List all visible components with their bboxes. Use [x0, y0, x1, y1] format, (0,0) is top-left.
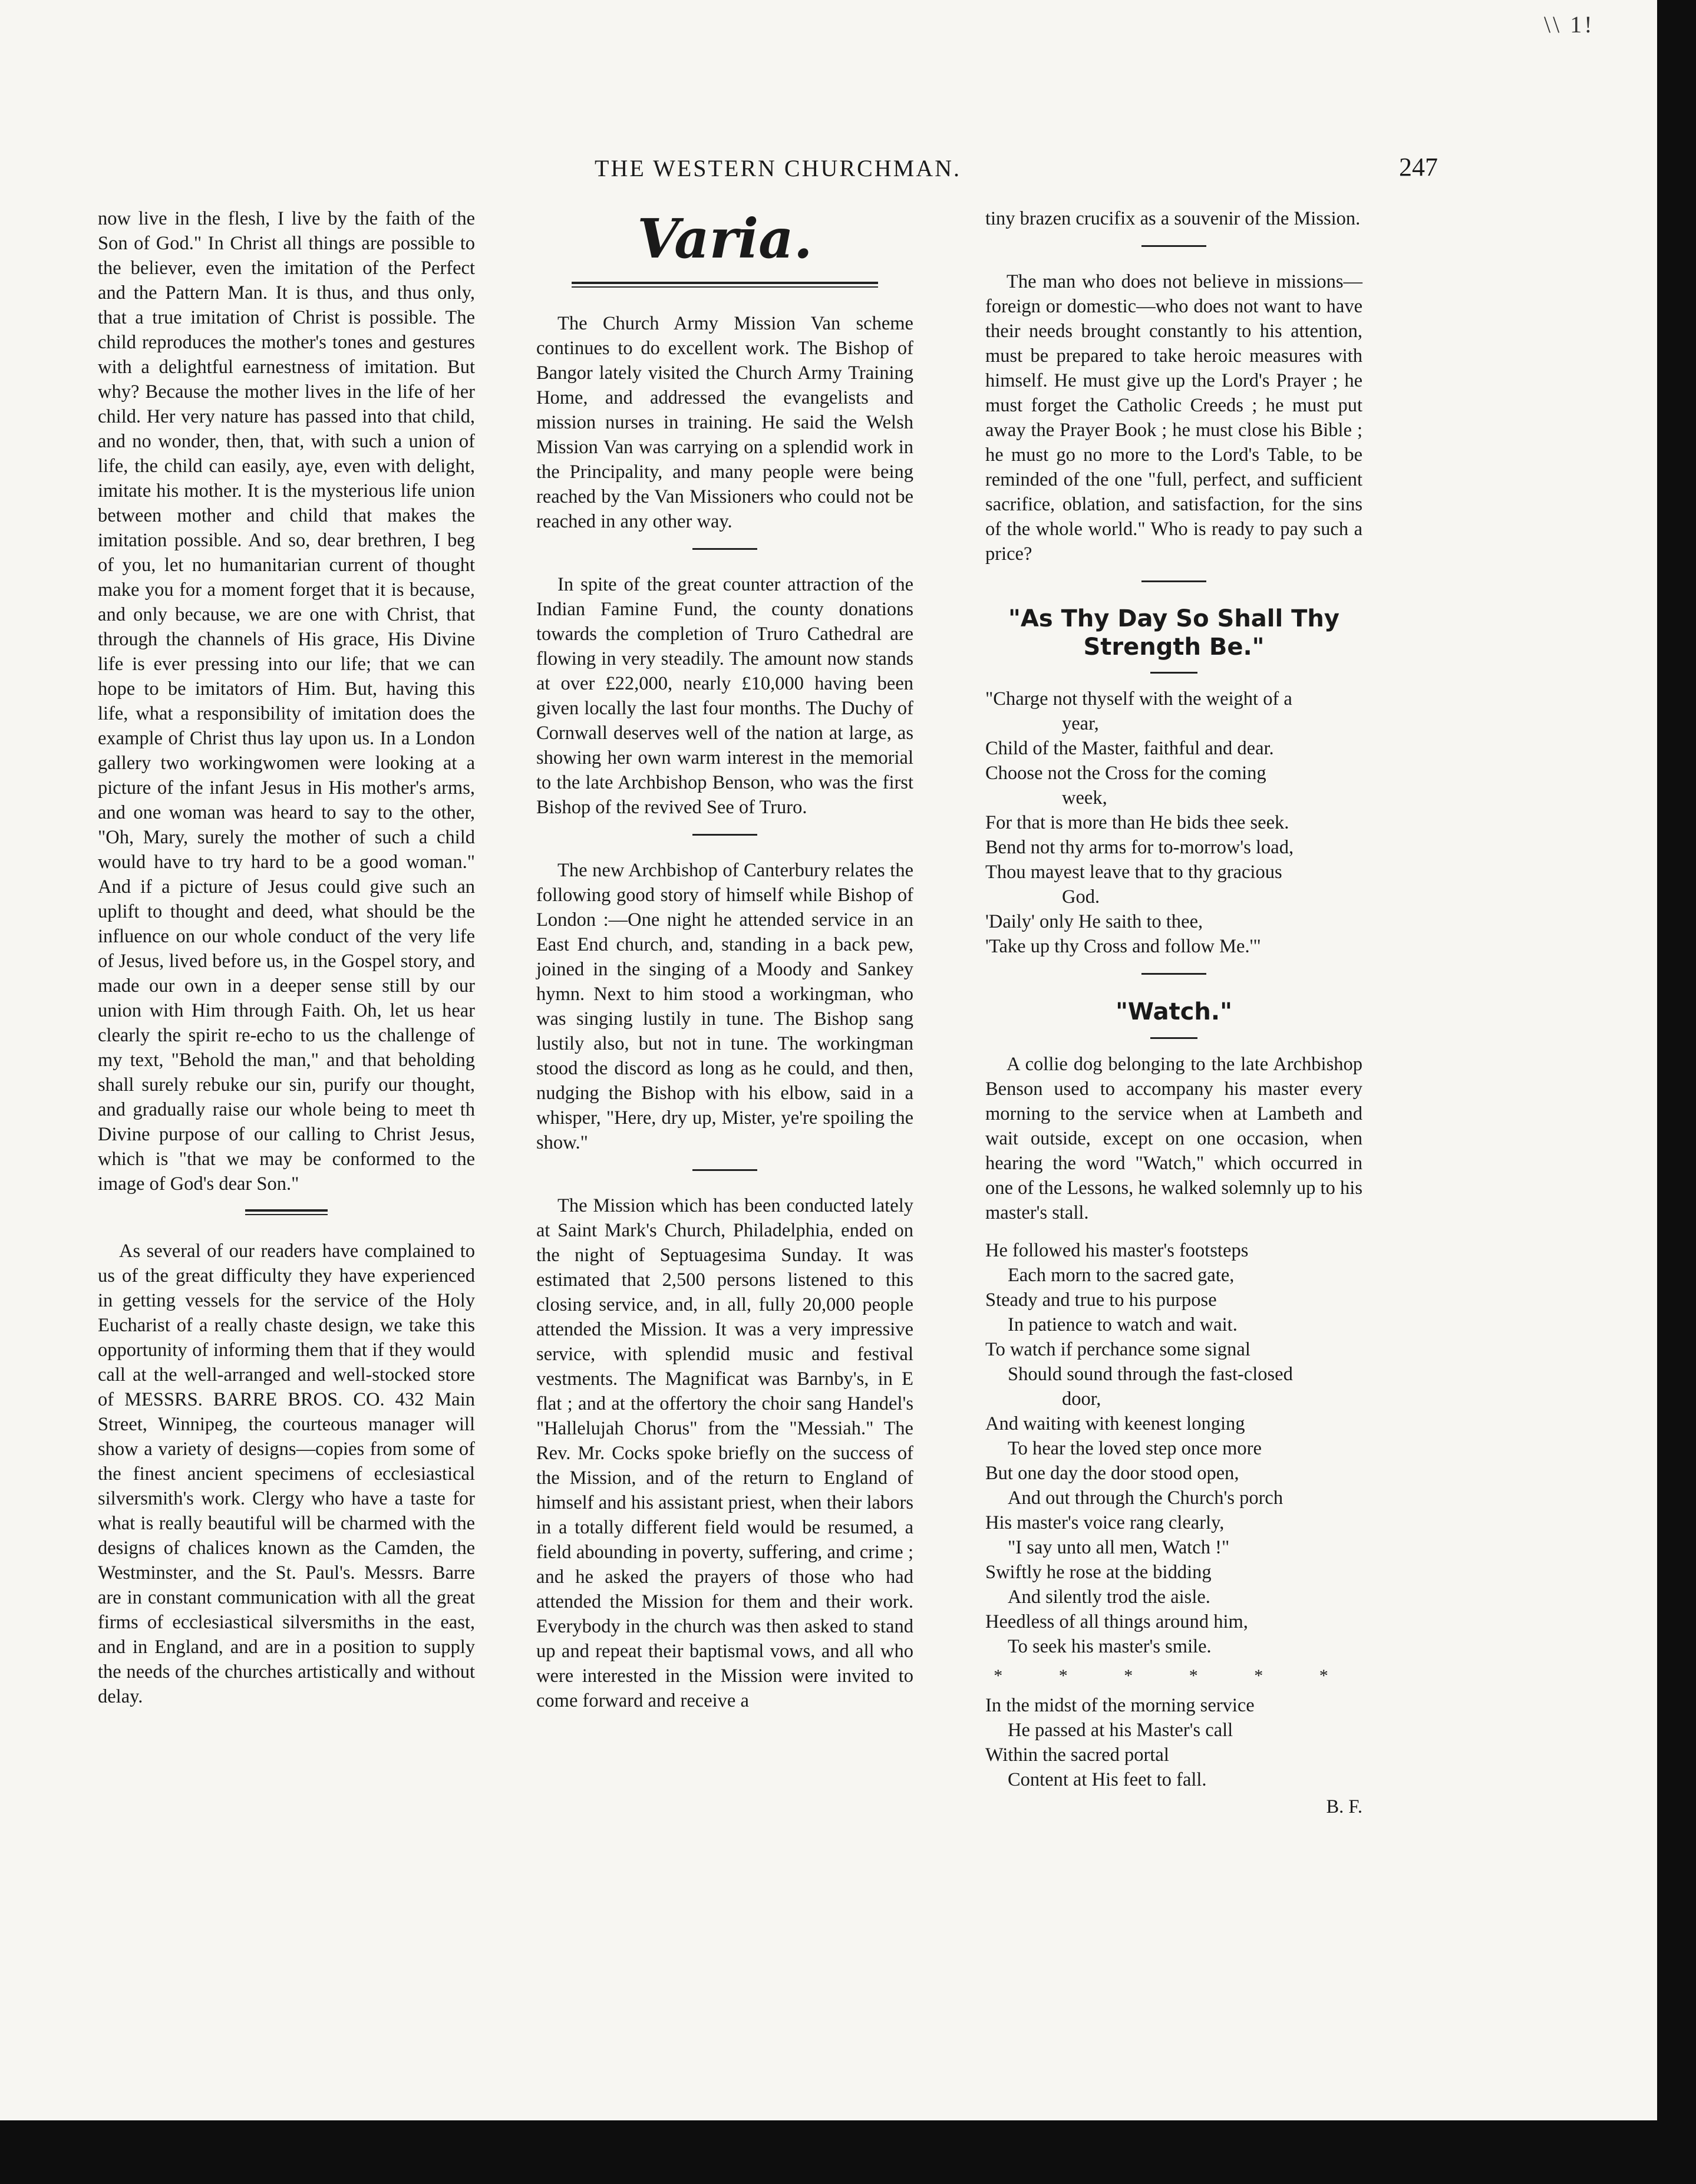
poem-line: In patience to watch and wait.	[1008, 1314, 1238, 1335]
divider	[1141, 245, 1206, 247]
divider	[1141, 580, 1206, 582]
poem-line: Content at His feet to fall.	[1008, 1769, 1207, 1790]
poem-line: In the midst of the morning service	[985, 1695, 1255, 1716]
page-number: 247	[1399, 153, 1438, 182]
scan-edge-bottom	[0, 2120, 1696, 2184]
sermon-continuation: now live in the flesh, I live by the faith of the Son of God." In Christ all things are possible to the believer, even the imitation of the Perfect and the Pattern Man. It is thus, and thus only, that a true imitation of Christ is possible. The child reproduces the mother's tones and gestures with a delightful earnestness of imitation. But why? Because the mother lives in the life of her child. Her very nature has passed into that child, and no wonder, then, that, with such a union of life, the child can easily, aye, even with delight, imitate his mother. It is the mysterious life union between mother and child that makes the imitation possible. And so, dear brethren, I beg of you, let no humanitarian current of thought make you for a moment forget that it is because, and only because, we are one with Christ, that through the channels of His grace, His Divine life is ever pressing into our life; that we can hope to be imitators of Him. But, having this life, what a responsibility of imitation does the example of Christ thus lay upon us. In a London gallery two workingwomen were looking at a picture of the infant Jesus in His mother's arms, and one woman was heard to say to the other, "Oh, Mary, surely the mother of such a child would have to try hard to be a good woman." And if a picture of Jesus could give such an uplift to thought and deed, what should be the influence on our whole conduct of the very life of Jesus, lived before us, in the Gospel story, and made our own in a deeper sense still by our union with Him through Faith. Oh, let us hear clearly the spirit re-echo to us the challenge of my text, "Behold the man," and that beholding shall surely rebuke our sin, purify our thought, and gradually raise our whole being to meet th Divine purpose of our calling to Christ Jesus, which is "that we may be conformed to the image of God's dear Son."	[98, 208, 475, 1195]
poem-watch-ending	[985, 1693, 1362, 1792]
poem-line: And waiting with keenest longing	[985, 1413, 1245, 1434]
missions-paragraph: The man who does not believe in missions—foreign or domestic—who does not want to have their needs brought constantly to his attention, must be prepared to take heroic measures with himself. He must give up the Lord's Prayer ; he must forget the Catholic Creeds ; he must put away the Prayer Book ; he must close his Bible ; he must go no more to the Lord's Table, to be reminded of the one "full, perfect, and sufficient sacrifice, oblation, and satisfaction, for the sins of the whole world." Who is ready to pay such a price?	[985, 271, 1362, 565]
poem-line: 'Daily' only He saith to thee,	[985, 911, 1203, 932]
poem-line: To hear the loved step once more	[1008, 1438, 1262, 1459]
poem-title-as-thy-day: "As Thy Day So Shall Thy Strength Be."	[1008, 605, 1339, 661]
poem-line: year,	[1062, 713, 1099, 734]
poem-line: His master's voice rang clearly,	[985, 1512, 1225, 1533]
title-rule	[1150, 1037, 1197, 1039]
poem-line: "I say unto all men, Watch !"	[1008, 1537, 1230, 1558]
corner-mark: \\ 1!	[1544, 11, 1595, 38]
poem-line: 'Take up thy Cross and follow Me.'"	[985, 936, 1261, 957]
heading-rule	[572, 282, 878, 288]
barre-bros-notice: As several of our readers have complained to us of the great difficulty they have experienced in getting vessels for the service of the Holy Eucharist of a really chaste design, we take this opportunity of informing them that if they would call at the well-arranged and well-stocked store of MESSRS. BARRE BROS. CO. 432 Main Street, Winnipeg, the courteous manager will show a variety of designs—copies from some of the finest ancient specimens of ecclesiastical silversmith's work. Clergy who have a taste for what is really beautiful will be charmed with the designs of chalices known as the Camden, the Westminster, and the St. Paul's. Messrs. Barre are in constant communication with all the great firms of ecclesiastical silversmiths in the east, and in England, and are in a position to supply the needs of the churches artistically and without delay.	[98, 1241, 475, 1707]
divider	[692, 548, 757, 550]
poem-line: "Charge not thyself with the weight of a	[985, 688, 1292, 710]
poem-title-watch: "Watch."	[1116, 998, 1232, 1025]
poem-line: Heedless of all things around him,	[985, 1611, 1248, 1632]
collie-dog-paragraph: A collie dog belonging to the late Archbishop Benson used to accompany his master every morning to the service when at Lambeth and wait outside, except on one occasion, when hearing the word "Watch," which occurred in one of the Lessons, he walked solemnly up to his master's stall.	[985, 1054, 1362, 1223]
philadelphia-mission-paragraph: The Mission which has been conducted lately at Saint Mark's Church, Philadelphia, ended on the night of Septuagesima Sunday. It was estimated that 2,500 persons listened to this closing service, and, in all, fully 20,000 people attended the Mission. It was a very impressive service, with splendid music and festival vestments. The Magnificat was Barnby's, in E flat ; and at the offertory the choir sang Handel's "Hallelujah Chorus" from the "Messiah." The Rev. Mr. Cocks spoke briefly on the success of the Mission, and of the return to England of himself and his assistant priest, when their labors in a totally different field would be resumed, a field abounding in poverty, suffering, and crime ; and he asked the prayers of those who had attended the Mission for them and their work. Everybody in the church was then asked to stand up and repeat their baptismal vows, and all who were interested in the Mission were invited to come forward and receive a	[536, 1195, 913, 1711]
column-1	[98, 206, 475, 1709]
poem-line: Choose not the Cross for the coming	[985, 763, 1266, 784]
poem-line: Steady and true to his purpose	[985, 1289, 1217, 1311]
poem-line: To seek his master's smile.	[1008, 1636, 1212, 1657]
poem-line: Child of the Master, faithful and dear.	[985, 738, 1274, 759]
poem-line: And out through the Church's porch	[1008, 1487, 1283, 1509]
scan-edge-right	[1657, 0, 1696, 2184]
poem-line: But one day the door stood open,	[985, 1463, 1239, 1484]
poem-line: Each morn to the sacred gate,	[1008, 1265, 1235, 1286]
poem-watch	[985, 1238, 1362, 1659]
poem-line: He passed at his Master's call	[1008, 1720, 1233, 1741]
mission-continuation: tiny brazen crucifix as a souvenir of the Mission.	[985, 208, 1361, 229]
poem-as-thy-day	[985, 687, 1362, 959]
running-head: THE WESTERN CHURCHMAN.	[595, 155, 961, 182]
section-divider	[245, 1209, 328, 1215]
poem-line: Should sound through the fast-closed	[1008, 1364, 1293, 1385]
church-army-paragraph: The Church Army Mission Van scheme continues to do excellent work. The Bishop of Bangor lately visited the Church Army Training Home, and addressed the evangelists and mission nurses in training. He said the Welsh Mission Van was carrying on a splendid work in the Principality, and many people were being reached by the Van Missioners who could not be reached in any other way.	[536, 313, 913, 532]
varia-heading: Varia.	[637, 207, 813, 270]
poem-line: And silently trod the aisle.	[1008, 1586, 1210, 1608]
poem-line: Bend not thy arms for to-morrow's load,	[985, 837, 1294, 858]
title-rule	[1150, 672, 1197, 674]
truro-cathedral-paragraph: In spite of the great counter attraction of the Indian Famine Fund, the county donations towards the completion of Truro Cathedral are flowing in very steadily. The amount now stands at over £22,000, nearly £10,000 having been given locally the last four months. The Duchy of Cornwall deserves well of the nation at large, as showing her own warm interest in the memorial to the late Archbishop Benson, who was the first Bishop of the revived See of Truro.	[536, 574, 913, 818]
poem-line: To watch if perchance some signal	[985, 1339, 1250, 1360]
divider	[1141, 973, 1206, 975]
poem-line: He followed his master's footsteps	[985, 1240, 1249, 1261]
author-signature: B. F.	[1326, 1796, 1362, 1817]
divider	[692, 1169, 757, 1171]
star-separator: * * * * * *	[994, 1666, 1354, 1685]
column-2	[536, 206, 913, 1713]
poem-line: Within the sacred portal	[985, 1744, 1169, 1766]
poem-line: Swiftly he rose at the bidding	[985, 1562, 1212, 1583]
poem-line: God.	[1062, 886, 1100, 908]
poem-line: For that is more than He bids thee seek.	[985, 812, 1289, 833]
poem-line: Thou mayest leave that to thy gracious	[985, 862, 1282, 883]
archbishop-story-paragraph: The new Archbishop of Canterbury relates the following good story of himself while Bishop of London :—One night he attended service in an East End church, and, standing in a back pew, joined in the singing of a Moody and Sankey hymn. Next to him stood a workingman, who was singing lustily in tune. The Bishop sang lustily also, but not in tune. The workingman stood the discord as long as he could, and then, nudging the Bishop with his elbow, said in a whisper, "Here, dry up, Mister, ye're spoiling the show."	[536, 860, 913, 1153]
column-3	[985, 206, 1362, 1819]
poem-line: week,	[1062, 787, 1107, 809]
divider	[692, 834, 757, 836]
poem-line: door,	[1062, 1388, 1101, 1410]
